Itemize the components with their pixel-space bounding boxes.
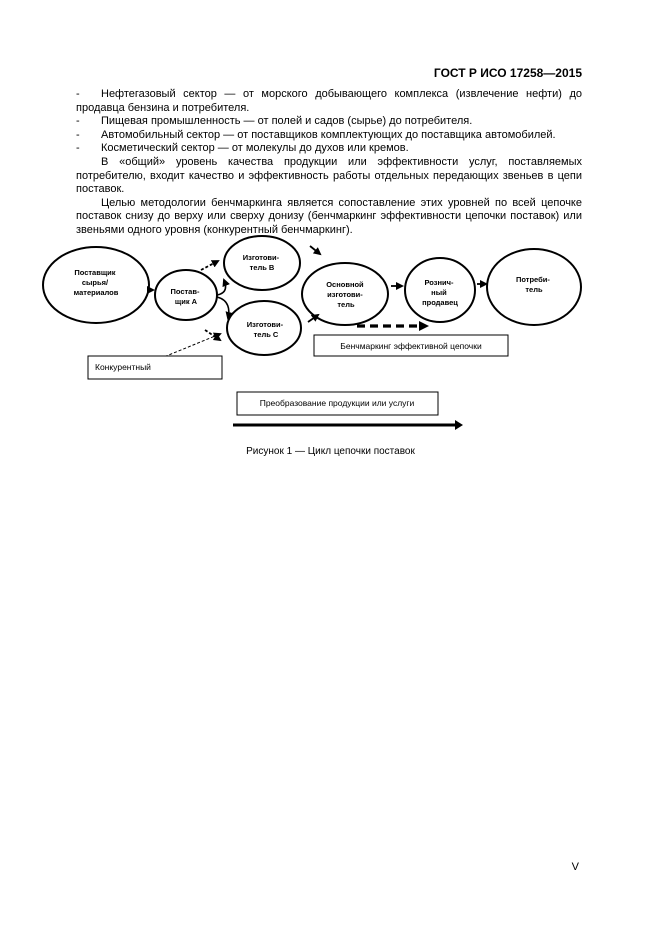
arrow-a-to-b-dashed	[201, 261, 218, 270]
label-line: Поставщик	[74, 268, 116, 277]
label-line: Рознич-	[424, 278, 454, 287]
arrow-a-to-b	[217, 280, 226, 295]
transformation-label: Преобразование продукции или услуги	[259, 398, 415, 408]
page-number: V	[571, 861, 579, 873]
benchmark-chain-arrowhead	[419, 321, 429, 331]
bullet-text: Пищевая промышленность — от полей и садов (сырье) до потребителя.	[101, 115, 473, 128]
competitive-label: Конкурентный	[95, 362, 151, 372]
bullet-dash: -	[76, 142, 80, 155]
transformation-arrowhead	[455, 420, 463, 430]
label-line: тель	[337, 300, 355, 309]
label-line: изготови-	[327, 290, 363, 299]
document-header: ГОСТ Р ИСО 17258—2015	[433, 66, 582, 80]
bullet-dash: -	[76, 128, 80, 141]
label-line: тель С	[253, 330, 279, 339]
paragraph-quality: В «общий» уровень качества продукции или эффективности услуг, поставляемых потребителю, входит качество и эффективность работы отдельных передающих звеньев в цепи поставок.	[76, 155, 582, 196]
bullet-dash: -	[76, 115, 80, 128]
label-line: Постав-	[170, 287, 200, 296]
arrow-a-to-c	[217, 297, 229, 318]
label-line: тель	[525, 285, 543, 294]
paragraph-methodology: Целью методологии бенчмаркинга является сопоставление этих уровней по всей цепочке поставок снизу до верху или сверху донизу (бенчмаркинг эффективности цепочки поставок) или звеньями одного уровня (конкурентный бенчмаркинг).	[76, 196, 582, 236]
bullet-text: Нефтегазовый сектор — от морского добывающего комплекса (извлечение нефти) до продавца бензина и потребителя.	[76, 88, 582, 114]
bullet-text: Косметический сектор — от молекулы до духов или кремов.	[101, 142, 409, 155]
arrow-c-to-main	[308, 315, 318, 322]
label-line: щик А	[174, 297, 198, 306]
label-line: тель В	[249, 263, 275, 272]
label-line: Потреби-	[516, 275, 550, 284]
label-line: сырья/	[81, 278, 109, 287]
label-line: продавец	[422, 298, 458, 307]
bullet-text: Автомобильный сектор — от поставщиков комплектующих до поставщика автомобилей.	[101, 128, 556, 141]
label-line: Изготови-	[246, 320, 284, 329]
label-line: ный	[431, 288, 447, 297]
label-line: материалов	[73, 288, 119, 297]
figure-caption: Рисунок 1 — Цикл цепочки поставок	[246, 446, 415, 457]
label-supplier-a	[170, 287, 201, 306]
benchmark-chain-label: Бенчмаркинг эффективной цепочки	[340, 341, 482, 351]
arrow-b-to-main	[310, 246, 320, 254]
label-line: Основной	[326, 280, 364, 289]
label-line: Изготови-	[242, 253, 280, 262]
bullet-dash: -	[76, 88, 80, 100]
